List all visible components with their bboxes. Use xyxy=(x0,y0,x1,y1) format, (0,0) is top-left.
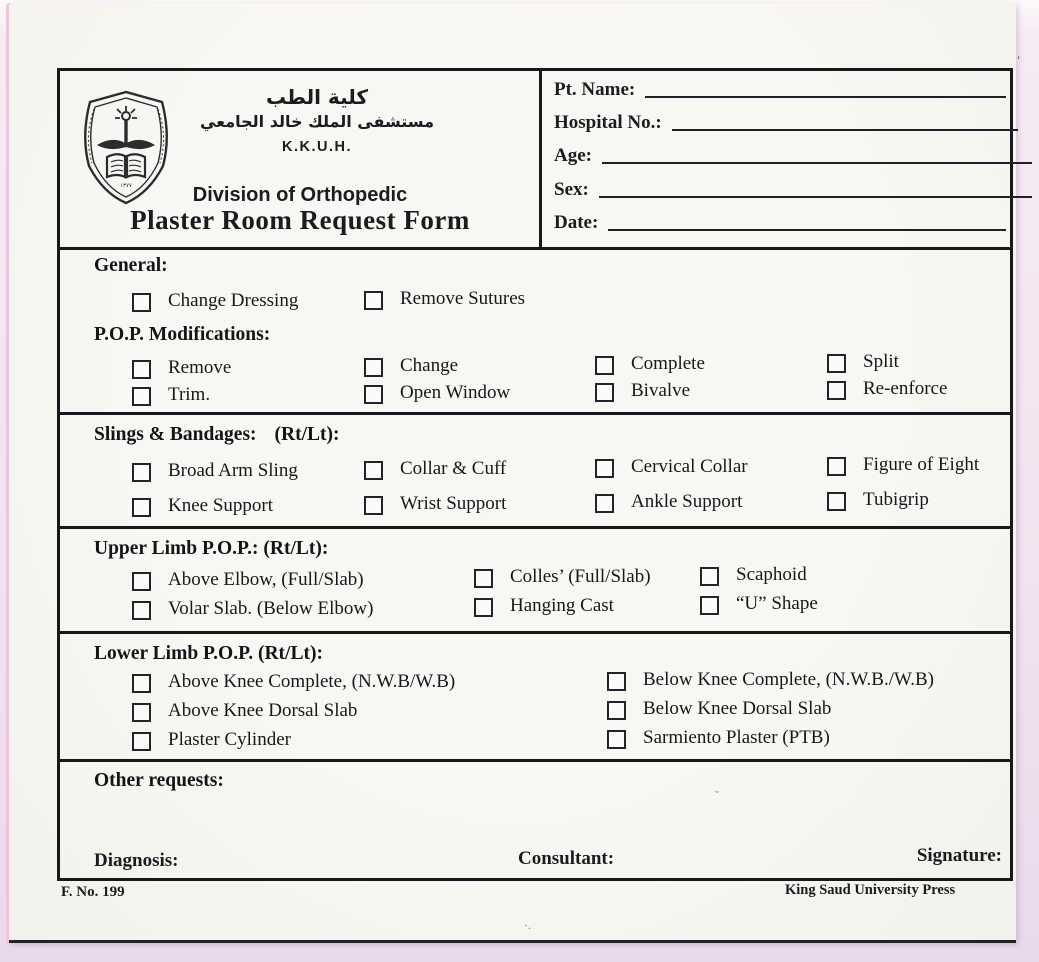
pt-name-label: Pt. Name: xyxy=(554,79,636,100)
form-title: Plaster Room Request Form xyxy=(130,205,470,235)
consultant-label: Consultant: xyxy=(518,848,615,869)
arabic-college-line: كلية الطب xyxy=(265,85,369,109)
option-re-enforce[interactable]: Re-enforce xyxy=(827,379,947,400)
upper-limb-heading: Upper Limb P.O.P.: (Rt/Lt): xyxy=(94,538,329,559)
option-hanging-cast[interactable]: Hanging Cast xyxy=(474,596,614,617)
sex-label: Sex: xyxy=(554,179,589,200)
date-line[interactable] xyxy=(608,215,1006,231)
header-titles xyxy=(152,85,482,155)
section-divider xyxy=(57,526,1013,529)
section-divider xyxy=(57,759,1013,762)
option-tubigrip[interactable]: Tubigrip xyxy=(827,490,929,511)
checkbox-icon[interactable] xyxy=(474,569,493,588)
hospital-abbreviation: K.K.U.H. xyxy=(282,139,352,155)
field-row-sex xyxy=(554,179,1002,202)
checkbox-icon[interactable] xyxy=(595,494,614,513)
checkbox-icon[interactable] xyxy=(474,598,493,617)
option-sarmiento-plaster[interactable]: Sarmiento Plaster (PTB) xyxy=(607,728,830,749)
checkbox-icon[interactable] xyxy=(132,572,151,591)
general-heading: General: xyxy=(94,255,168,276)
patient-info-panel xyxy=(554,79,1002,249)
option-below-knee-complete[interactable]: Below Knee Complete, (N.W.B./W.B) xyxy=(607,670,934,691)
option-split[interactable]: Split xyxy=(827,352,899,373)
other-requests-heading: Other requests: xyxy=(94,770,224,791)
option-above-knee-dorsal-slab[interactable]: Above Knee Dorsal Slab xyxy=(132,701,357,722)
checkbox-icon[interactable] xyxy=(595,459,614,478)
option-ankle-support[interactable]: Ankle Support xyxy=(595,492,742,513)
option-remove[interactable]: Remove xyxy=(132,358,231,379)
press-credit: King Saud University Press xyxy=(785,882,956,898)
option-broad-arm-sling[interactable]: Broad Arm Sling xyxy=(132,461,298,482)
paper-card xyxy=(9,3,1021,943)
option-above-knee-complete[interactable]: Above Knee Complete, (N.W.B/W.B) xyxy=(132,672,455,693)
pop-modifications-heading: P.O.P. Modifications: xyxy=(94,324,271,345)
checkbox-icon[interactable] xyxy=(364,358,383,377)
option-bivalve[interactable]: Bivalve xyxy=(595,381,690,402)
option-volar-slab[interactable]: Volar Slab. (Below Elbow) xyxy=(132,599,373,620)
pt-name-line[interactable] xyxy=(645,82,1006,98)
option-cervical-collar[interactable]: Cervical Collar xyxy=(595,457,748,478)
division-title: Division of Orthopedic xyxy=(192,184,408,206)
diagnosis-label: Diagnosis: xyxy=(94,850,179,871)
age-line[interactable] xyxy=(602,148,1032,164)
checkbox-icon[interactable] xyxy=(827,492,846,511)
checkbox-icon[interactable] xyxy=(132,293,151,312)
checkbox-icon[interactable] xyxy=(364,291,383,310)
checkbox-icon[interactable] xyxy=(827,381,846,400)
checkbox-icon[interactable] xyxy=(595,356,614,375)
option-u-shape[interactable]: “U” Shape xyxy=(700,594,818,615)
checkbox-icon[interactable] xyxy=(700,567,719,586)
checkbox-icon[interactable] xyxy=(132,387,151,406)
option-plaster-cylinder[interactable]: Plaster Cylinder xyxy=(132,730,291,751)
field-row-age xyxy=(554,145,1002,168)
form-border-box xyxy=(57,68,1013,881)
hospital-no-label: Hospital No.: xyxy=(554,112,662,133)
option-wrist-support[interactable]: Wrist Support xyxy=(364,494,506,515)
checkbox-icon[interactable] xyxy=(827,457,846,476)
hospital-no-line[interactable] xyxy=(672,115,1018,131)
option-remove-sutures[interactable]: Remove Sutures xyxy=(364,289,525,310)
section-divider xyxy=(57,631,1013,634)
option-colles[interactable]: Colles’ (Full/Slab) xyxy=(474,567,651,588)
scan-artifact: ·. xyxy=(524,918,531,932)
slings-rt-lt: (Rt/Lt): xyxy=(274,424,340,445)
option-open-window[interactable]: Open Window xyxy=(364,383,510,404)
checkbox-icon[interactable] xyxy=(364,385,383,404)
slings-heading: Slings & Bandages: (Rt/Lt): xyxy=(94,424,340,445)
option-knee-support[interactable]: Knee Support xyxy=(132,496,273,517)
option-change[interactable]: Change xyxy=(364,356,458,377)
lower-limb-heading: Lower Limb P.O.P. (Rt/Lt): xyxy=(94,643,323,664)
other-requests-area[interactable] xyxy=(94,795,970,843)
checkbox-icon[interactable] xyxy=(132,360,151,379)
field-row-date xyxy=(554,212,1002,235)
sex-line[interactable] xyxy=(599,182,1032,198)
checkbox-icon[interactable] xyxy=(607,701,626,720)
checkbox-icon[interactable] xyxy=(132,463,151,482)
option-above-elbow[interactable]: Above Elbow, (Full/Slab) xyxy=(132,570,364,591)
checkbox-icon[interactable] xyxy=(132,601,151,620)
date-label: Date: xyxy=(554,212,599,233)
option-change-dressing[interactable]: Change Dressing xyxy=(132,291,298,312)
svg-text:١٣٧٧: ١٣٧٧ xyxy=(120,183,132,189)
checkbox-icon[interactable] xyxy=(700,596,719,615)
checkbox-icon[interactable] xyxy=(607,730,626,749)
option-below-knee-dorsal-slab[interactable]: Below Knee Dorsal Slab xyxy=(607,699,831,720)
age-label: Age: xyxy=(554,145,592,166)
scan-artifact: ˘ xyxy=(712,787,720,803)
checkbox-icon[interactable] xyxy=(132,674,151,693)
checkbox-icon[interactable] xyxy=(132,732,151,751)
field-row-pt-name xyxy=(554,79,1002,102)
checkbox-icon[interactable] xyxy=(595,383,614,402)
signature-label: Signature: xyxy=(916,845,1002,866)
checkbox-icon[interactable] xyxy=(364,496,383,515)
arabic-hospital-line: مستشفى الملك خالد الجامعي xyxy=(199,112,434,131)
option-figure-of-eight[interactable]: Figure of Eight xyxy=(827,455,979,476)
option-scaphoid[interactable]: Scaphoid xyxy=(700,565,807,586)
checkbox-icon[interactable] xyxy=(364,461,383,480)
field-row-hospital-no xyxy=(554,112,1002,135)
checkbox-icon[interactable] xyxy=(607,672,626,691)
form-number: F. No. 199 xyxy=(61,884,125,900)
scan-artifact: ' xyxy=(1017,53,1021,67)
checkbox-icon[interactable] xyxy=(132,498,151,517)
option-trim[interactable]: Trim. xyxy=(132,385,210,406)
option-complete[interactable]: Complete xyxy=(595,354,705,375)
option-collar-and-cuff[interactable]: Collar & Cuff xyxy=(364,459,506,480)
section-divider xyxy=(57,412,1013,415)
checkbox-icon[interactable] xyxy=(827,354,846,373)
checkbox-icon[interactable] xyxy=(132,703,151,722)
